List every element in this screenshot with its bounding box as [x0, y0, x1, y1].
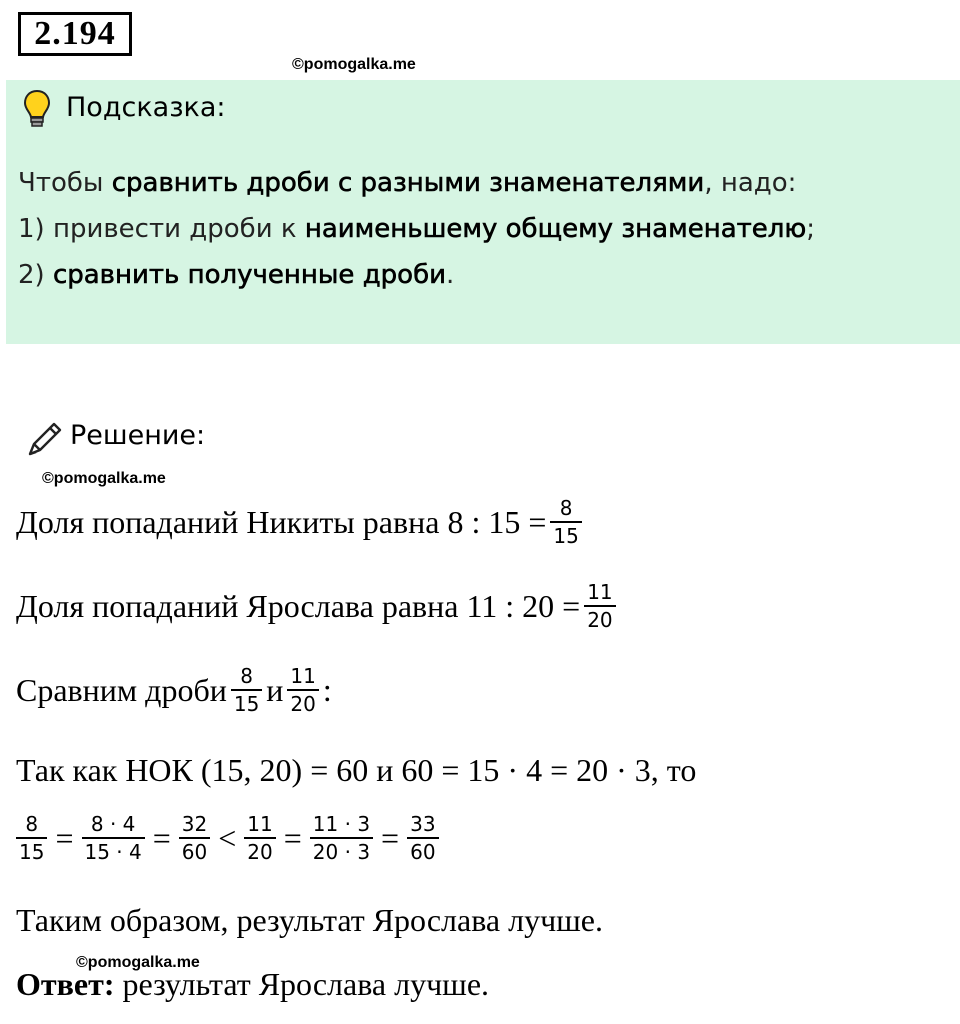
fraction-chain: $\frac{8}{15}$ = $\frac{8 \cdot 4}{15 \cdot 4}$ = $\frac{32}{60}$ < $\frac{11}{20}$ = $\frac{11 \cdot 3}{20 \cdot 3}$ = $\frac{33}{60}$ — [16, 812, 443, 864]
fraction: $\frac{11}{20}$ — [244, 812, 275, 864]
answer-label: Ответ: — [16, 966, 115, 1002]
watermark: ©pomogalka.me — [76, 954, 200, 971]
watermark: ©pomogalka.me — [292, 56, 416, 73]
problem-number: 2.194 — [18, 12, 132, 56]
fraction: $\frac{8 \cdot 4}{15 \cdot 4}$ — [82, 812, 145, 864]
fraction: $\frac{32}{60}$ — [179, 812, 210, 864]
pencil-icon — [22, 418, 66, 467]
hint-line-3: 2) сравнить полученные дроби. — [18, 260, 455, 290]
fraction: $\frac{11}{20}$ — [584, 580, 615, 632]
fraction: $\frac{11 \cdot 3}{20 \cdot 3}$ — [310, 812, 373, 864]
lightbulb-icon — [22, 88, 52, 133]
hint-title: Подсказка: — [66, 92, 226, 123]
nikita-line: Доля попаданий Никиты равна 8 : 15 = $\frac{8}{15}$ — [16, 496, 586, 548]
lcm-line: Так как НОК (15, 20) = 60 и 60 = 15 · 4 = 20 · 3, то — [16, 752, 697, 788]
fraction: $\frac{8}{15}$ — [16, 812, 47, 864]
answer-line: Ответ: результат Ярослава лучше. — [16, 966, 490, 1002]
solution-title: Решение: — [70, 420, 206, 451]
fraction: $\frac{33}{60}$ — [407, 812, 438, 864]
hint-line-2: 1) привести дроби к наименьшему общему знаменателю; — [18, 214, 816, 244]
fraction: $\frac{8}{15}$ — [550, 496, 581, 548]
fraction: $\frac{11}{20}$ — [287, 664, 318, 716]
compare-line: Сравним дроби $\frac{8}{15}$ и $\frac{11}{20}$ : — [16, 664, 332, 716]
watermark: ©pomogalka.me — [42, 470, 166, 487]
hint-line-1: Чтобы сравнить дроби с разными знаменателями, надо: — [18, 168, 797, 198]
yaroslav-line: Доля попаданий Ярослава равна 11 : 20 = $\frac{11}{20}$ — [16, 580, 620, 632]
fraction: $\frac{8}{15}$ — [231, 664, 262, 716]
conclusion-line: Таким образом, результат Ярослава лучше. — [16, 902, 603, 938]
